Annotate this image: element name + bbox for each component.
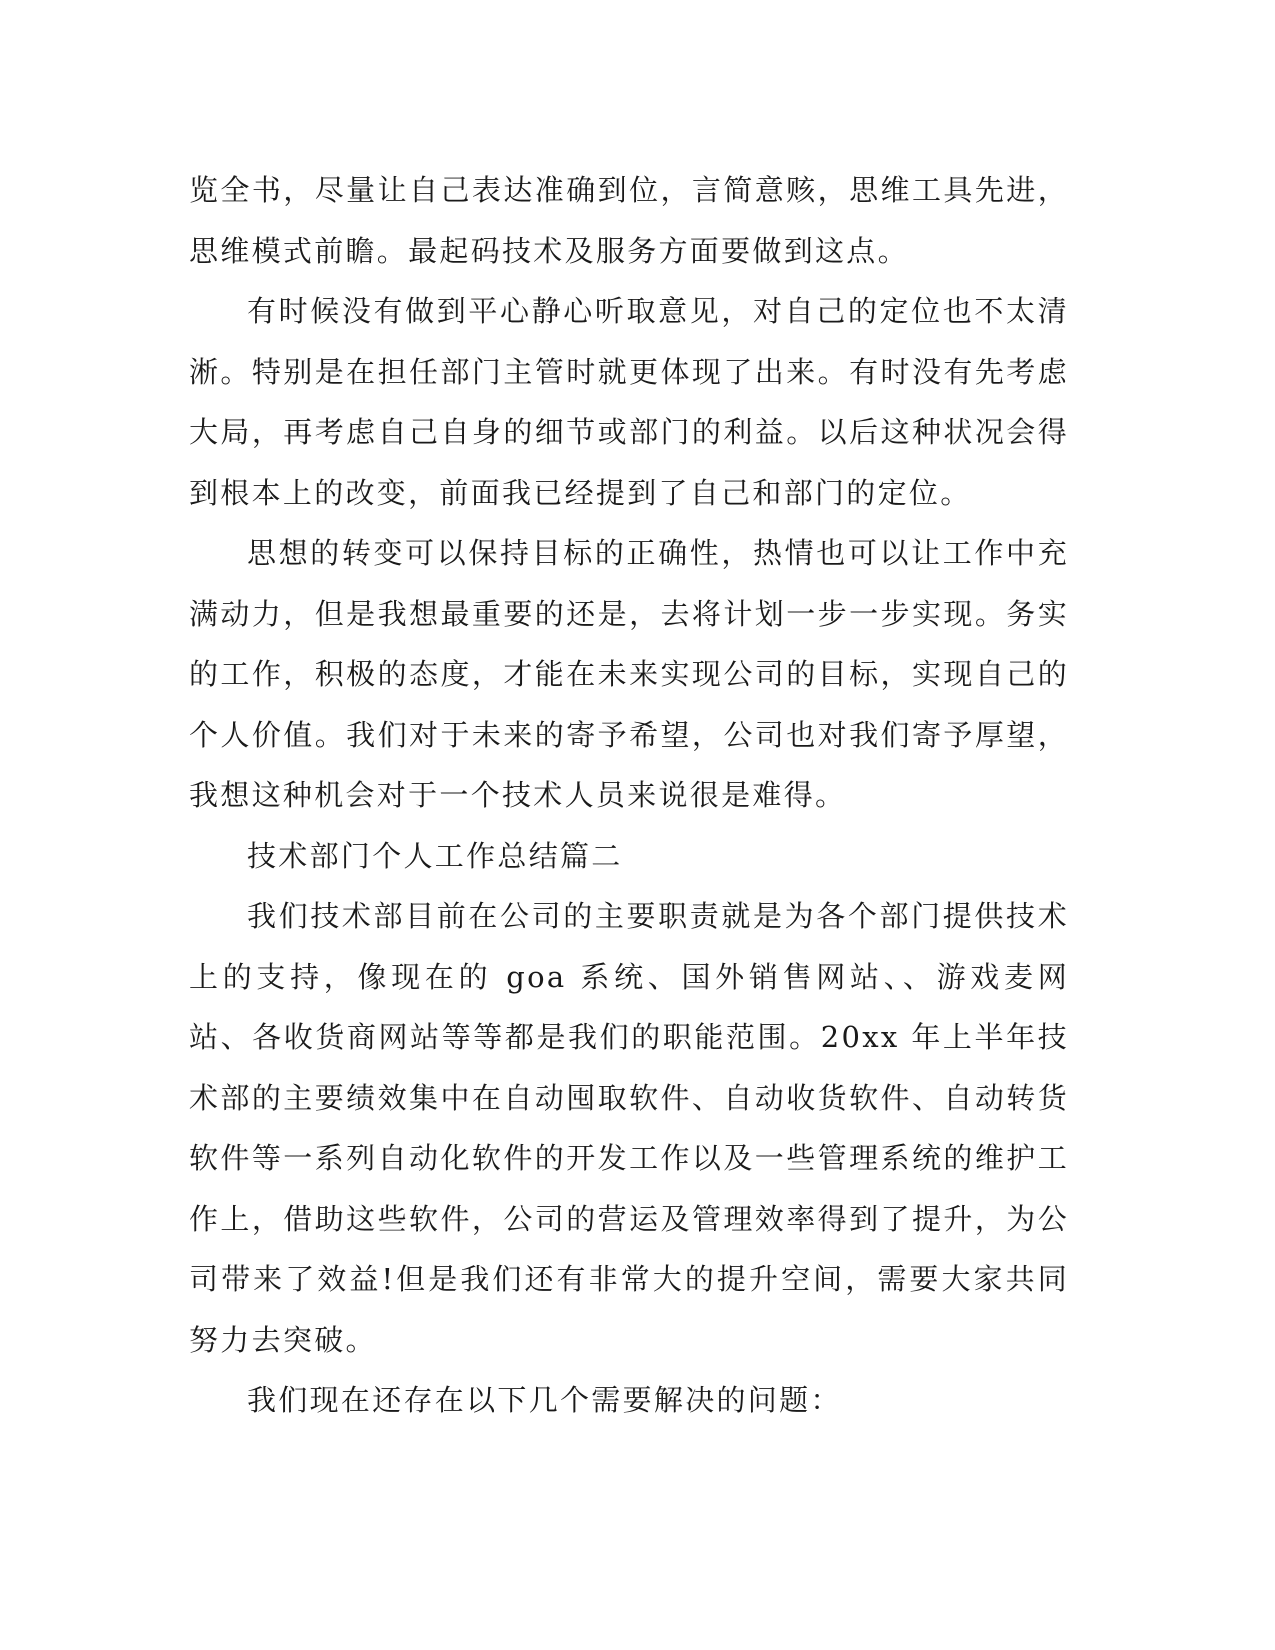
paragraph-continued: 览全书，尽量让自己表达准确到位，言简意赅，思维工具先进，思维模式前瞻。最起码技术及服务方面要做到这点。 (189, 173, 1069, 268)
section-heading: 技术部门个人工作总结篇二 (247, 838, 623, 873)
document-body (189, 160, 1069, 1431)
paragraph-self-positioning: 有时候没有做到平心静心听取意见，对自己的定位也不太清淅。特别是在担任部门主管时就更体现了出来。有时没有先考虑大局，再考虑自己自身的细节或部门的利益。以后这种状况会得到根本上的改变，前面我已经提到了自己和部门的定位。 (189, 294, 1069, 510)
paragraph-tech-department-duties: 我们技术部目前在公司的主要职责就是为各个部门提供技术上的支持，像现在的 goa 系统、国外销售网站、、游戏麦网站、各收货商网站等等都是我们的职能范围。20xx 年上半年技术部的主要绩效集中在自动囤取软件、自动收货软件、自动转货软件等一系列自动化软件的开发工作以及一些管理系统的维护工作上，借助这些软件，公司的营运及管理效率得到了提升，为公司带来了效益!但是我们还有非常大的提升空间，需要大家共同努力去突破。 (189, 899, 1069, 1357)
paragraph-problems-intro: 我们现在还存在以下几个需要解决的问题： (247, 1383, 842, 1417)
paragraph-mindset-change: 思想的转变可以保持目标的正确性，热情也可以让工作中充满动力，但是我想最重要的还是，去将计划一步一步实现。务实的工作，积极的态度，才能在未来实现公司的目标，实现自己的个人价值。我们对于未来的寄予希望，公司也对我们寄予厚望，我想这种机会对于一个技术人员来说很是难得。 (189, 536, 1069, 812)
